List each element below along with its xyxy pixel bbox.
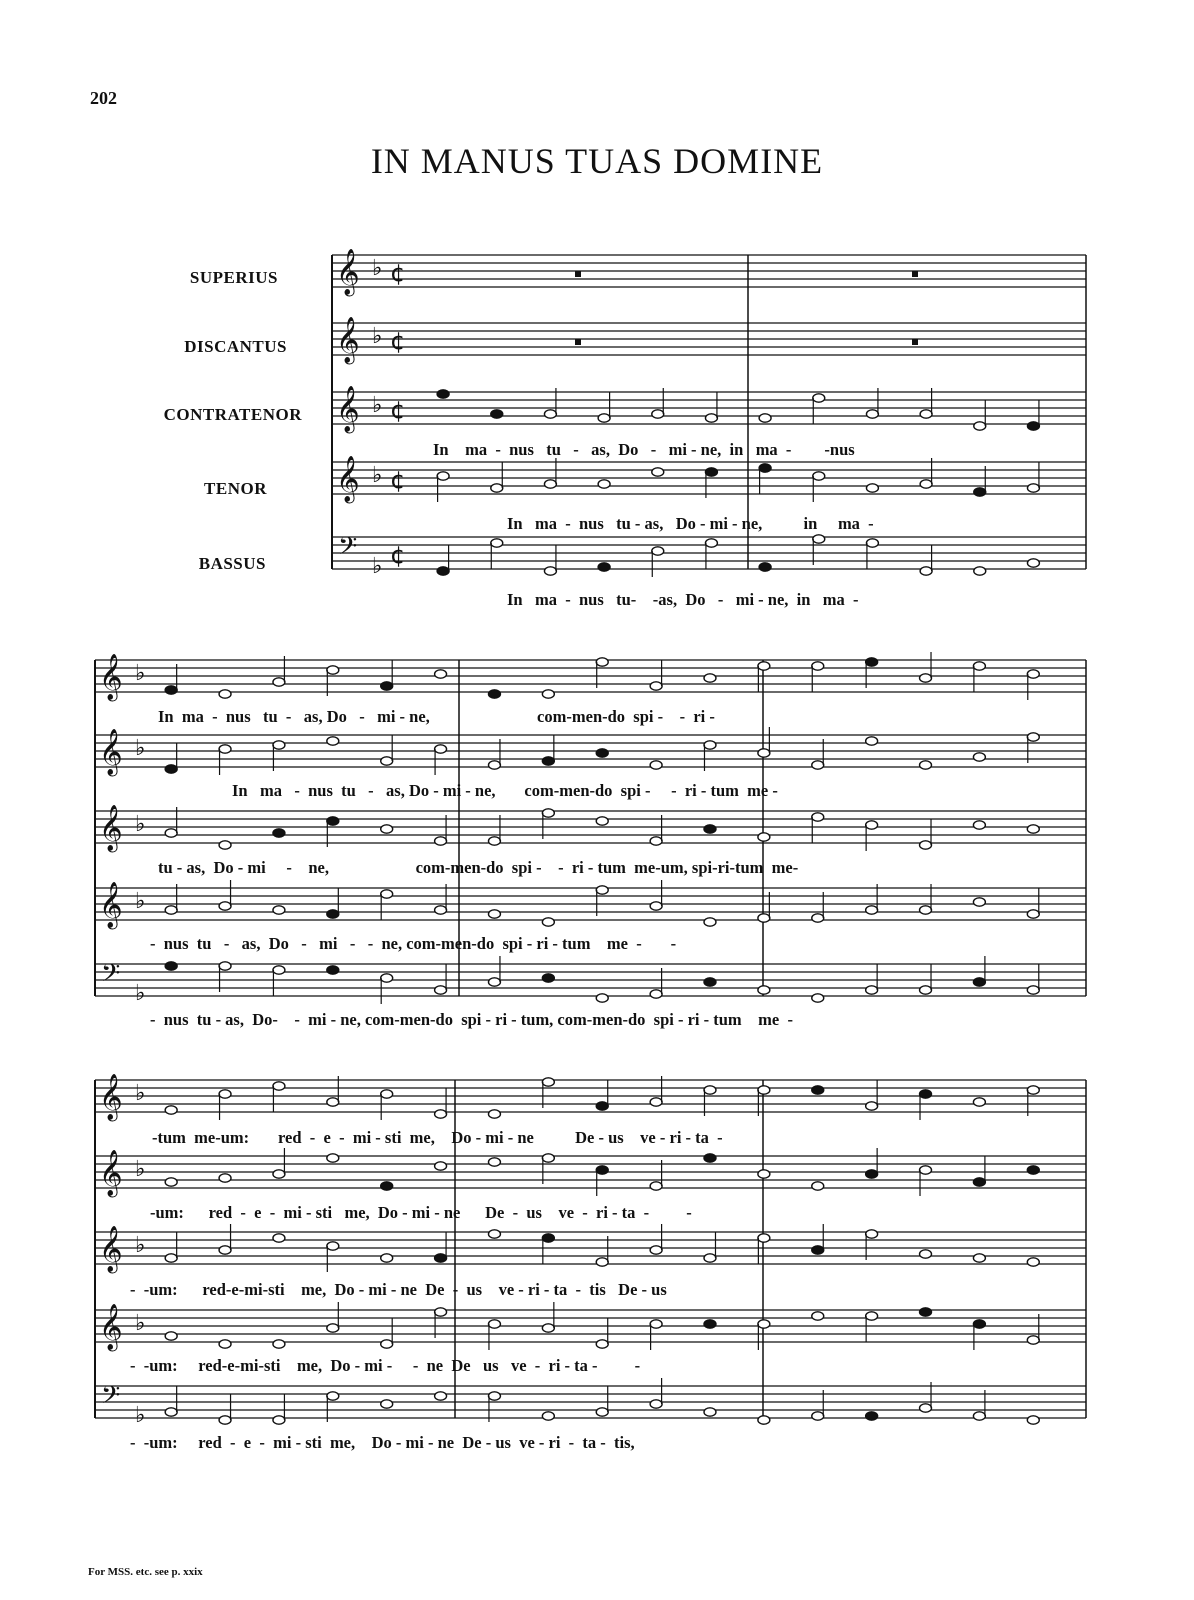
note-head (650, 902, 662, 910)
note-head (542, 974, 554, 982)
note-head (542, 918, 554, 926)
treble-clef-icon: 𝄞 (99, 654, 123, 700)
note-head (920, 1308, 932, 1316)
treble-clef-icon: 𝄞 (99, 1226, 123, 1272)
note-head (488, 1392, 500, 1400)
note-head (327, 1392, 339, 1400)
note-head (542, 1078, 554, 1086)
note-head (381, 974, 393, 982)
flat-icon: ♭ (372, 324, 383, 349)
note-head (165, 1178, 177, 1186)
note-head (165, 829, 177, 837)
note-head (437, 567, 449, 575)
note-head (381, 1400, 393, 1408)
note-head (273, 829, 285, 837)
note-head (273, 678, 285, 686)
note-head (165, 906, 177, 914)
note-head (273, 1234, 285, 1242)
note-head (704, 1086, 716, 1094)
treble-clef-icon: 𝄞 (336, 249, 360, 295)
voice-label-contratenor: CONTRATENOR (163, 405, 302, 424)
note-head (812, 1086, 824, 1094)
note-head (866, 1170, 878, 1178)
note-head (1027, 1258, 1039, 1266)
note-head (973, 1178, 985, 1186)
note-head (813, 394, 825, 402)
note-head (165, 962, 177, 970)
breve-rest-icon (912, 271, 918, 277)
lyric-line: -um: red - e - mi - sti me, Do - mi - ne De - us ve - ri - ta - - (150, 1203, 692, 1222)
voice-label-discantus: DISCANTUS (184, 337, 287, 356)
note-head (866, 986, 878, 994)
note-head (973, 821, 985, 829)
note-head (650, 761, 662, 769)
footnote: For MSS. etc. see p. xxix (88, 1566, 203, 1578)
lyric-line: - nus tu - as, Do- - mi - ne, com-men-do spi - ri - tum, com-men-do spi - ri - tum me - (150, 1010, 793, 1029)
note-head (920, 906, 932, 914)
note-head (652, 410, 664, 418)
lyric-line: tu - as, Do - mi - ne, com-men-do spi - - ri - tum me-um, spi-ri-tum me- (158, 858, 799, 877)
note-head (812, 662, 824, 670)
note-head (273, 741, 285, 749)
note-head (542, 1154, 554, 1162)
flat-icon: ♭ (372, 256, 383, 281)
note-head (435, 1162, 447, 1170)
note-head (165, 1106, 177, 1114)
note-head (544, 567, 556, 575)
treble-clef-icon: 𝄞 (336, 386, 360, 432)
flat-icon: ♭ (135, 1233, 146, 1258)
note-head (219, 841, 231, 849)
note-head (327, 1324, 339, 1332)
lyric-line: In ma - nus tu - as, Do - mi - ne, com-men-do spi - - ri - tum me - (232, 781, 778, 800)
note-head (488, 910, 500, 918)
note-head (812, 1182, 824, 1190)
note-head (973, 1320, 985, 1328)
note-head (273, 1170, 285, 1178)
note-head (705, 539, 717, 547)
note-head (920, 410, 932, 418)
lyric-line: In ma - nus tu- -as, Do - mi - ne, in ma - (507, 590, 859, 609)
note-head (1027, 910, 1039, 918)
note-head (165, 686, 177, 694)
note-head (542, 1412, 554, 1420)
note-head (488, 1158, 500, 1166)
note-head (650, 1246, 662, 1254)
note-head (704, 825, 716, 833)
treble-clef-icon: 𝄞 (336, 317, 360, 363)
note-head (596, 886, 608, 894)
note-head (866, 1312, 878, 1320)
treble-clef-icon: 𝄞 (99, 805, 123, 851)
note-head (705, 414, 717, 422)
note-head (866, 1230, 878, 1238)
note-head (650, 1400, 662, 1408)
note-head (759, 414, 771, 422)
note-head (920, 1404, 932, 1412)
note-head (758, 1086, 770, 1094)
note-head (327, 1154, 339, 1162)
note-head (542, 757, 554, 765)
note-head (920, 761, 932, 769)
note-head (920, 1166, 932, 1174)
note-head (1027, 986, 1039, 994)
note-head (758, 1320, 770, 1328)
note-head (381, 1340, 393, 1348)
note-head (435, 1308, 447, 1316)
note-head (813, 472, 825, 480)
note-head (650, 682, 662, 690)
note-head (704, 1254, 716, 1262)
note-head (920, 674, 932, 682)
lyric-line: -tum me-um: red - e - mi - sti me, Do - mi - ne De - us ve - ri - ta - (152, 1128, 723, 1147)
flat-icon: ♭ (135, 981, 146, 1006)
cut-time-icon: ¢ (390, 396, 406, 424)
note-head (866, 539, 878, 547)
note-head (920, 841, 932, 849)
flat-icon: ♭ (372, 463, 383, 488)
note-head (758, 833, 770, 841)
note-head (491, 539, 503, 547)
flat-icon: ♭ (135, 889, 146, 914)
note-head (704, 1154, 716, 1162)
note-head (488, 1230, 500, 1238)
note-head (542, 1324, 554, 1332)
note-head (219, 1416, 231, 1424)
note-head (381, 682, 393, 690)
cut-time-icon: ¢ (390, 466, 406, 494)
lyric-line: - -um: red - e - mi - sti me, Do - mi - ne De - us ve - ri - ta - tis, (130, 1433, 635, 1452)
note-head (973, 1412, 985, 1420)
note-head (273, 966, 285, 974)
flat-icon: ♭ (372, 393, 383, 418)
lyric-line: In ma - nus tu - as, Do - mi - ne, com-men-do spi - - ri - (158, 707, 715, 726)
note-head (973, 898, 985, 906)
note-head (596, 1102, 608, 1110)
note-head (1027, 825, 1039, 833)
note-head (437, 390, 449, 398)
note-head (866, 410, 878, 418)
note-head (435, 906, 447, 914)
flat-icon: ♭ (135, 736, 146, 761)
bass-clef-icon: 𝄢 (101, 1381, 121, 1416)
lyric-line: In ma - nus tu - as, Do - mi - ne, in ma - (507, 514, 874, 533)
note-head (381, 757, 393, 765)
note-head (1027, 733, 1039, 741)
note-head (165, 1332, 177, 1340)
note-head (1027, 484, 1039, 492)
note-head (920, 480, 932, 488)
lyric-line: - -um: red-e-mi-sti me, Do - mi - ne De - us ve - ri - ta - tis De - us (130, 1280, 667, 1299)
voice-label-superius: SUPERIUS (189, 268, 278, 287)
note-head (812, 761, 824, 769)
note-head (812, 1412, 824, 1420)
note-head (542, 690, 554, 698)
note-head (974, 567, 986, 575)
note-head (920, 1090, 932, 1098)
note-head (544, 480, 556, 488)
bass-clef-icon: 𝄢 (101, 959, 121, 994)
breve-rest-icon (575, 339, 581, 345)
treble-clef-icon: 𝄞 (99, 882, 123, 928)
note-head (596, 1408, 608, 1416)
note-head (435, 1392, 447, 1400)
note-head (273, 1082, 285, 1090)
note-head (758, 914, 770, 922)
note-head (381, 890, 393, 898)
note-head (219, 1174, 231, 1182)
note-head (758, 1416, 770, 1424)
note-head (704, 918, 716, 926)
note-head (435, 837, 447, 845)
note-head (866, 906, 878, 914)
note-head (1027, 670, 1039, 678)
note-head (920, 986, 932, 994)
note-head (866, 1412, 878, 1420)
note-head (704, 978, 716, 986)
note-head (758, 749, 770, 757)
voice-label-tenor: TENOR (204, 479, 267, 498)
treble-clef-icon: 𝄞 (99, 1304, 123, 1350)
note-head (491, 484, 503, 492)
note-head (812, 813, 824, 821)
note-head (650, 1320, 662, 1328)
treble-clef-icon: 𝄞 (99, 1150, 123, 1196)
page-number: 202 (90, 88, 117, 108)
note-head (165, 765, 177, 773)
lyric-line: In ma - nus tu - as, Do - mi - ne, in ma - -nus (433, 440, 855, 459)
note-head (758, 1234, 770, 1242)
note-head (650, 1182, 662, 1190)
note-head (273, 1340, 285, 1348)
note-head (219, 962, 231, 970)
note-head (813, 535, 825, 543)
note-head (1027, 1166, 1039, 1174)
note-head (327, 1242, 339, 1250)
note-head (544, 410, 556, 418)
note-head (598, 563, 610, 571)
treble-clef-icon: 𝄞 (336, 456, 360, 502)
note-head (435, 986, 447, 994)
breve-rest-icon (575, 271, 581, 277)
note-head (920, 1250, 932, 1258)
note-head (219, 1090, 231, 1098)
note-head (1027, 1416, 1039, 1424)
note-head (273, 906, 285, 914)
treble-clef-icon: 𝄞 (99, 729, 123, 775)
note-head (1027, 1086, 1039, 1094)
note-head (381, 1254, 393, 1262)
note-head (1027, 559, 1039, 567)
note-head (381, 825, 393, 833)
note-head (1027, 422, 1039, 430)
note-head (327, 910, 339, 918)
note-head (219, 745, 231, 753)
note-head (542, 809, 554, 817)
note-head (327, 817, 339, 825)
flat-icon: ♭ (135, 1081, 146, 1106)
note-head (435, 745, 447, 753)
note-head (705, 468, 717, 476)
note-head (273, 1416, 285, 1424)
note-head (327, 966, 339, 974)
note-head (381, 1090, 393, 1098)
note-head (165, 1408, 177, 1416)
treble-clef-icon: 𝄞 (99, 1074, 123, 1120)
note-head (491, 410, 503, 418)
note-head (759, 464, 771, 472)
piece-title: IN MANUS TUAS DOMINE (370, 141, 824, 181)
note-head (488, 690, 500, 698)
note-head (381, 1182, 393, 1190)
note-head (596, 1166, 608, 1174)
note-head (596, 658, 608, 666)
note-head (596, 1340, 608, 1348)
note-head (437, 472, 449, 480)
flat-icon: ♭ (135, 1157, 146, 1182)
note-head (758, 1170, 770, 1178)
note-head (973, 1098, 985, 1106)
note-head (973, 753, 985, 761)
note-head (165, 1254, 177, 1262)
note-head (973, 1254, 985, 1262)
note-head (704, 741, 716, 749)
flat-icon: ♭ (135, 1311, 146, 1336)
lyric-line: - -um: red-e-mi-sti me, Do - mi - - ne De us ve - ri - ta - - (130, 1356, 641, 1375)
note-head (488, 1320, 500, 1328)
note-head (219, 1246, 231, 1254)
note-head (596, 994, 608, 1002)
note-head (650, 990, 662, 998)
note-head (219, 902, 231, 910)
flat-icon: ♭ (135, 812, 146, 837)
note-head (435, 670, 447, 678)
note-head (327, 737, 339, 745)
note-head (219, 690, 231, 698)
note-head (759, 563, 771, 571)
flat-icon: ♭ (135, 661, 146, 686)
note-head (652, 468, 664, 476)
note-head (598, 480, 610, 488)
note-head (758, 986, 770, 994)
lyric-line: - nus tu - as, Do - mi - - ne, com-men-do spi - ri - tum me - - (150, 934, 677, 953)
note-head (974, 422, 986, 430)
note-head (596, 817, 608, 825)
breve-rest-icon (912, 339, 918, 345)
note-head (704, 1408, 716, 1416)
note-head (219, 1340, 231, 1348)
note-head (596, 749, 608, 757)
note-head (596, 1258, 608, 1266)
bass-clef-icon: 𝄢 (338, 532, 358, 567)
note-head (866, 658, 878, 666)
note-head (758, 662, 770, 670)
cut-time-icon: ¢ (390, 259, 406, 287)
voice-label-bassus: BASSUS (198, 554, 266, 573)
note-head (488, 837, 500, 845)
note-head (812, 1246, 824, 1254)
note-head (650, 1098, 662, 1106)
note-head (812, 994, 824, 1002)
flat-icon: ♭ (372, 554, 383, 579)
note-head (488, 1110, 500, 1118)
note-head (542, 1234, 554, 1242)
note-head (327, 1098, 339, 1106)
flat-icon: ♭ (135, 1403, 146, 1428)
note-head (704, 674, 716, 682)
note-head (1027, 1336, 1039, 1344)
note-head (327, 666, 339, 674)
note-head (435, 1254, 447, 1262)
note-head (435, 1110, 447, 1118)
note-head (973, 662, 985, 670)
note-head (650, 837, 662, 845)
note-head (812, 914, 824, 922)
note-head (866, 1102, 878, 1110)
note-head (488, 761, 500, 769)
note-head (866, 484, 878, 492)
note-head (598, 414, 610, 422)
note-head (488, 978, 500, 986)
note-head (973, 978, 985, 986)
note-head (866, 737, 878, 745)
note-head (920, 567, 932, 575)
cut-time-icon: ¢ (390, 541, 406, 569)
note-head (652, 547, 664, 555)
note-head (866, 821, 878, 829)
note-head (812, 1312, 824, 1320)
cut-time-icon: ¢ (390, 327, 406, 355)
note-head (974, 488, 986, 496)
note-head (704, 1320, 716, 1328)
